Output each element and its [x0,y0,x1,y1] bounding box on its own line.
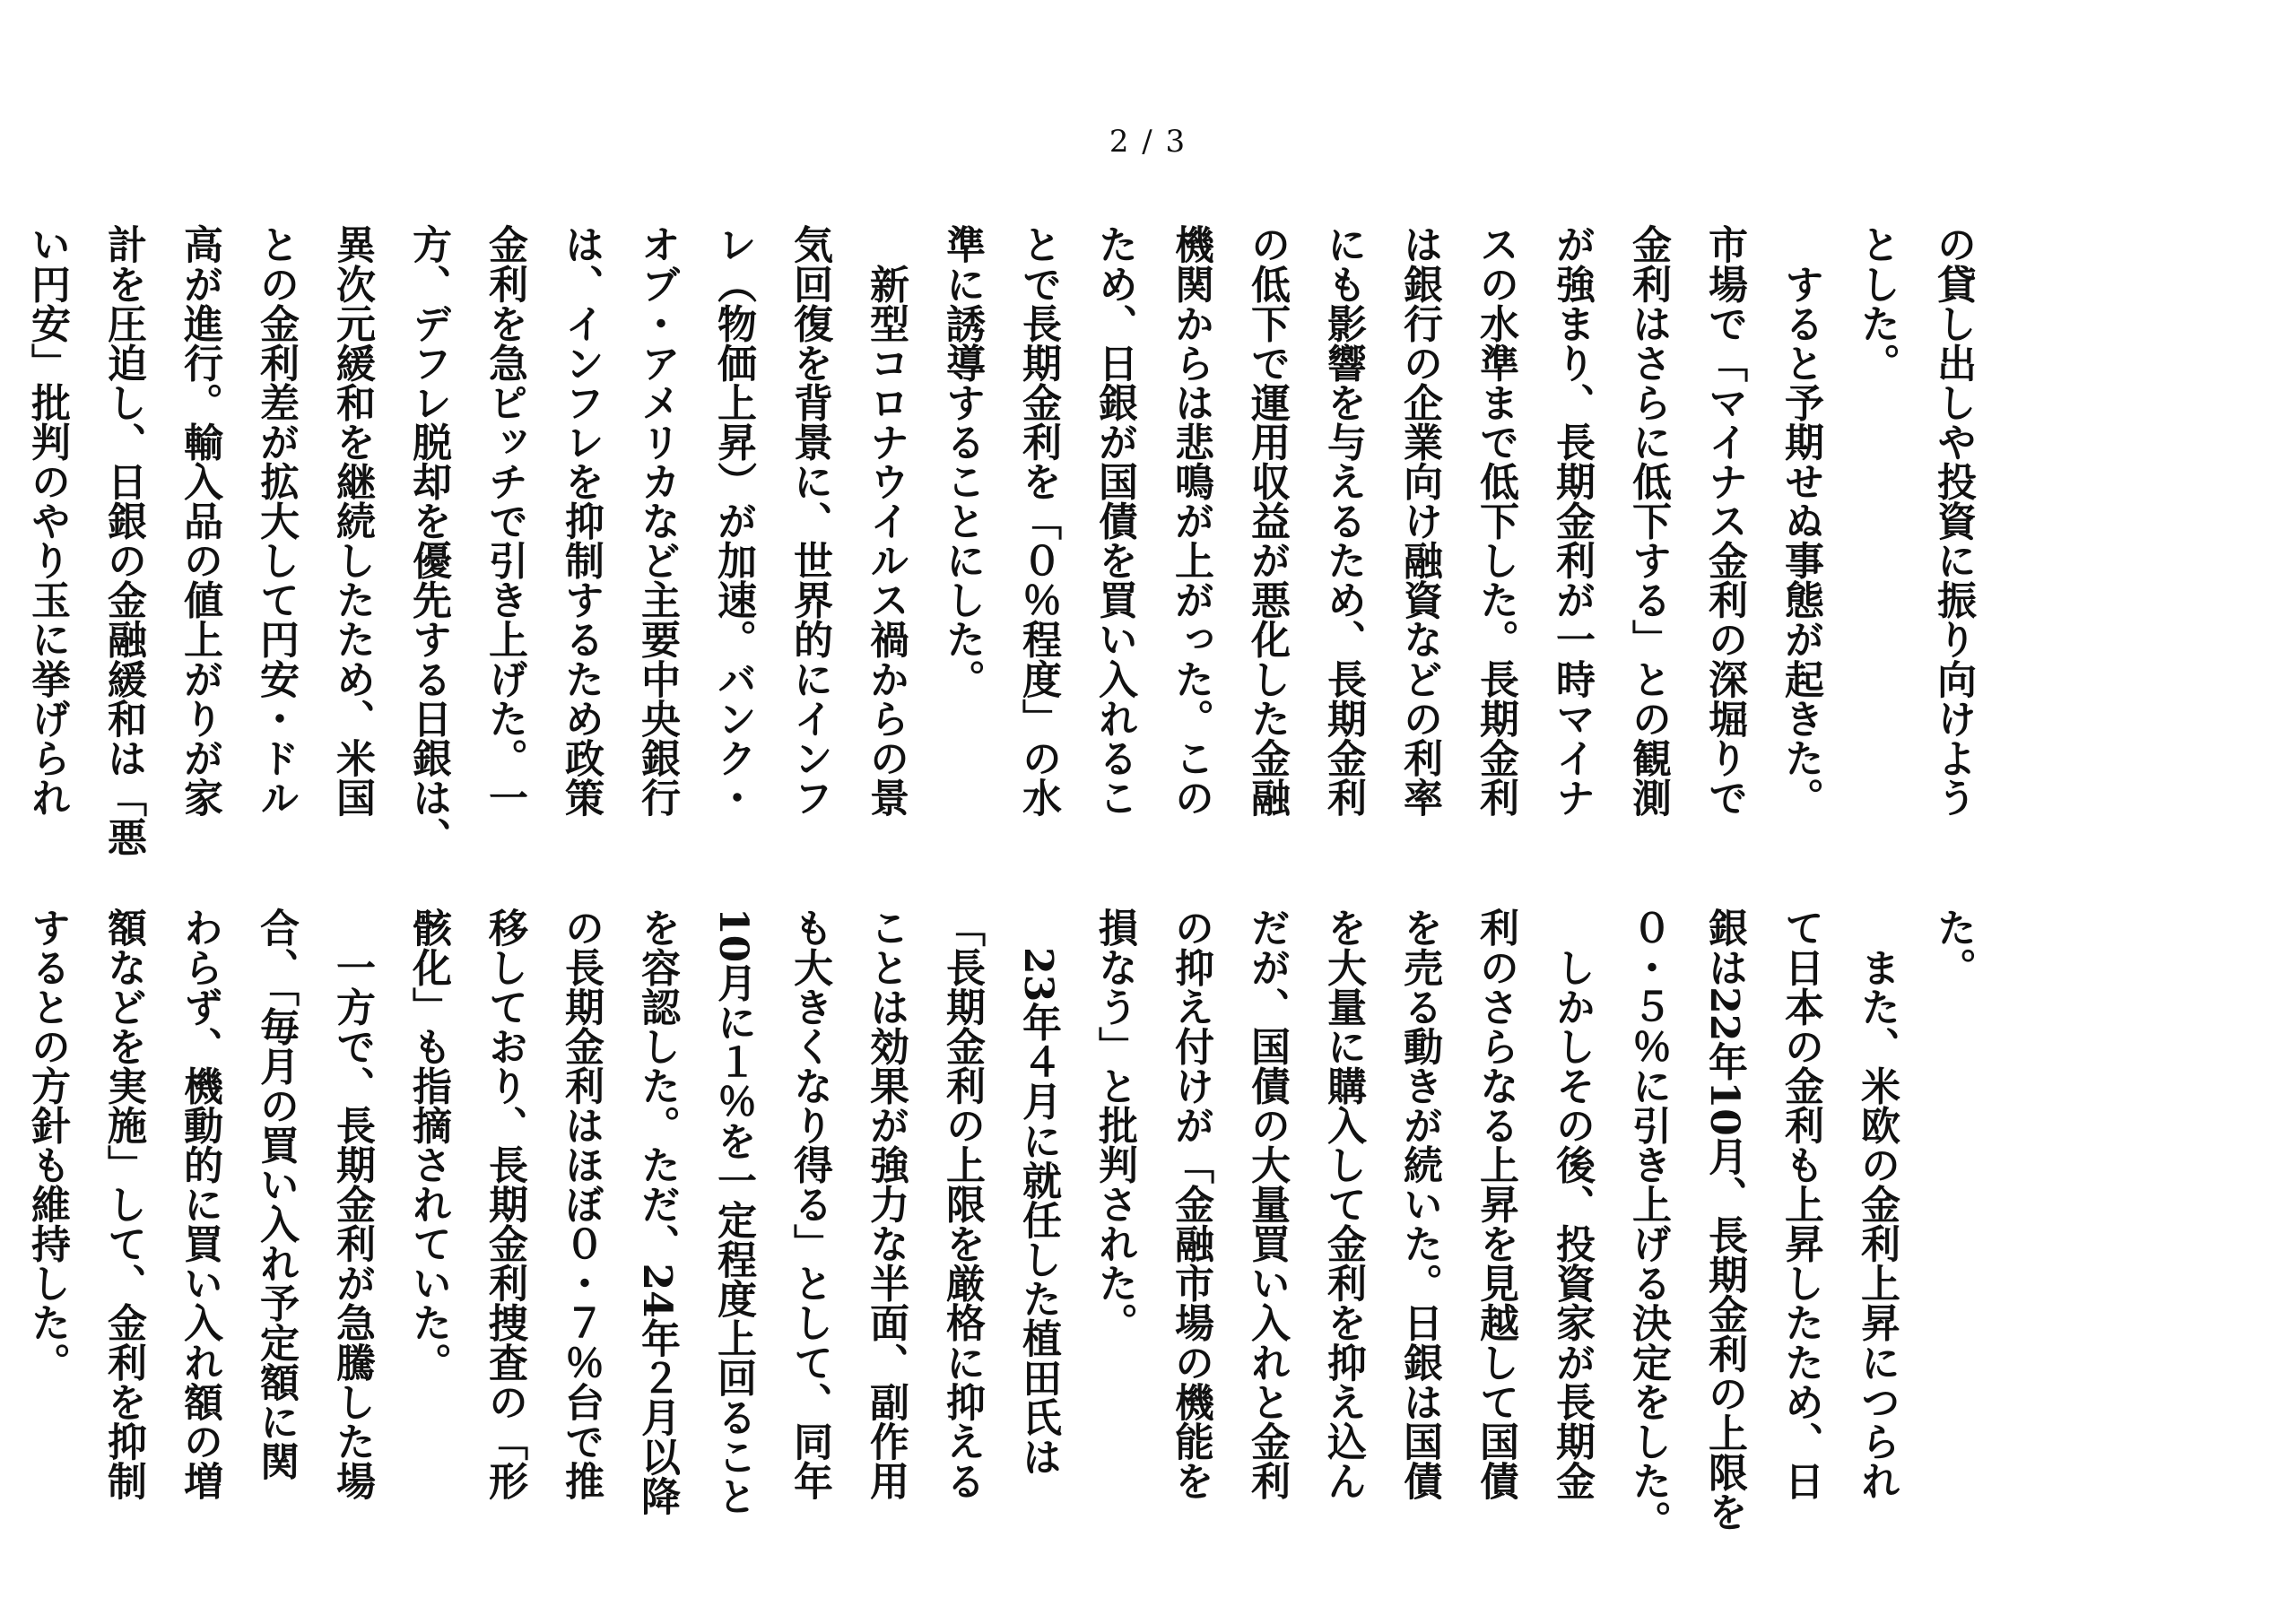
page-number: 2 / 3 [1109,124,1187,160]
upper-text-line: 方、デフレ脱却を優先する日銀は、 [405,224,451,856]
upper-text-line: い円安」批判のやり玉に挙げられ [24,224,70,817]
lower-text-line: 額などを実施」して、金利を抑制 [100,908,146,1500]
lower-text-line: 移しており、長期金利捜査の「形 [482,908,527,1500]
upper-text-line: 計を圧迫し、日銀の金融緩和は「悪 [100,224,146,856]
upper-text-line: 新型コロナウイルス禍からの景 [863,224,909,817]
lower-text-line: しかしその後、投資家が長期金 [1549,908,1595,1500]
lower-text-line: わらず、機動的に買い入れ額の増 [177,908,222,1500]
lower-text-line: 骸化」も指摘されていた。 [405,908,451,1382]
upper-text-line: 金利はさらに低下する」との観測 [1625,224,1671,817]
upper-text-line: 市場で「マイナス金利の深堀りで [1701,224,1747,817]
upper-text-line: すると予期せぬ事態が起きた。 [1778,224,1823,817]
upper-text-line: との金利差が拡大して円安・ドル [253,224,299,817]
lower-text-line: て日本の金利も上昇したため、日 [1778,908,1823,1500]
upper-text-line: スの水準まで低下した。長期金利 [1473,224,1518,817]
lower-text-line: 10月に１％を一定程度上回ること [710,908,756,1516]
lower-text-line: ０・５％に引き上げる決定をした。 [1625,908,1671,1540]
lower-text-line: 損なう」と批判された。 [1091,908,1137,1342]
lower-text-line: ことは効果が強力な半面、副作用 [863,908,909,1500]
upper-text-line: 異次元緩和を継続したため、米国 [329,224,375,817]
upper-text-line: 金利を急ピッチで引き上げた。一 [482,224,527,817]
upper-text-line: オブ・アメリカなど主要中央銀行 [634,224,680,817]
upper-text-line: とした。 [1854,224,1900,383]
lower-text-line: 23年４月に就任した植田氏は [1015,908,1061,1476]
upper-text-line: の低下で運用収益が悪化した金融 [1244,224,1290,817]
upper-text-line: の貸し出しや投資に振り向けよう [1930,224,1976,817]
lower-text-line: の抑え付けが「金融市場の機能を [1168,908,1213,1500]
lower-text-line: を大量に購入して金利を抑え込ん [1320,908,1366,1500]
lower-text-line: 銀は22年10月、長期金利の上限を [1701,908,1747,1532]
lower-text-line: 利のさらなる上昇を見越して国債 [1473,908,1518,1500]
upper-text-line: は銀行の企業向け融資などの利率 [1396,224,1442,817]
lower-text-line: も大きくなり得る」として、同年 [787,908,832,1500]
upper-text-line: は、インフレを抑制するため政策 [558,224,604,817]
upper-text-line: とで長期金利を「０％程度」の水 [1015,224,1061,817]
upper-text-line: 気回復を背景に、世界的にインフ [787,224,832,817]
lower-text-line: を売る動きが続いた。日銀は国債 [1396,908,1442,1500]
lower-text-line: だが、国債の大量買い入れと金利 [1244,908,1290,1500]
lower-text-line: また、米欧の金利上昇につられ [1854,908,1900,1500]
lower-text-line: 「長期金利の上限を厳格に抑える [939,908,985,1500]
lower-text-line: の長期金利はほぼ０・７％台で推 [558,908,604,1500]
lower-text-line: 一方で、長期金利が急騰した場 [329,908,375,1500]
upper-text-line: 高が進行。輸入品の値上がりが家 [177,224,222,817]
upper-text-line: 準に誘導することにした。 [939,224,985,699]
upper-text-line: ため、日銀が国債を買い入れるこ [1091,224,1137,817]
lower-text-block [9,908,1991,1540]
upper-text-line: 機関からは悲鳴が上がった。この [1168,224,1213,817]
lower-text-line: た。 [1930,908,1976,987]
lower-text-line: するとの方針も維持した。 [24,908,70,1382]
upper-text-line: が強まり、長期金利が一時マイナ [1549,224,1595,817]
lower-text-line: を容認した。ただ、24年２月以降 [634,908,680,1516]
upper-text-block [9,224,1991,856]
upper-text-line: にも影響を与えるため、長期金利 [1320,224,1366,817]
lower-text-line: 合、「毎月の買い入れ予定額に関 [253,908,299,1481]
upper-text-line: レ（物価上昇）が加速。バンク・ [710,224,756,817]
